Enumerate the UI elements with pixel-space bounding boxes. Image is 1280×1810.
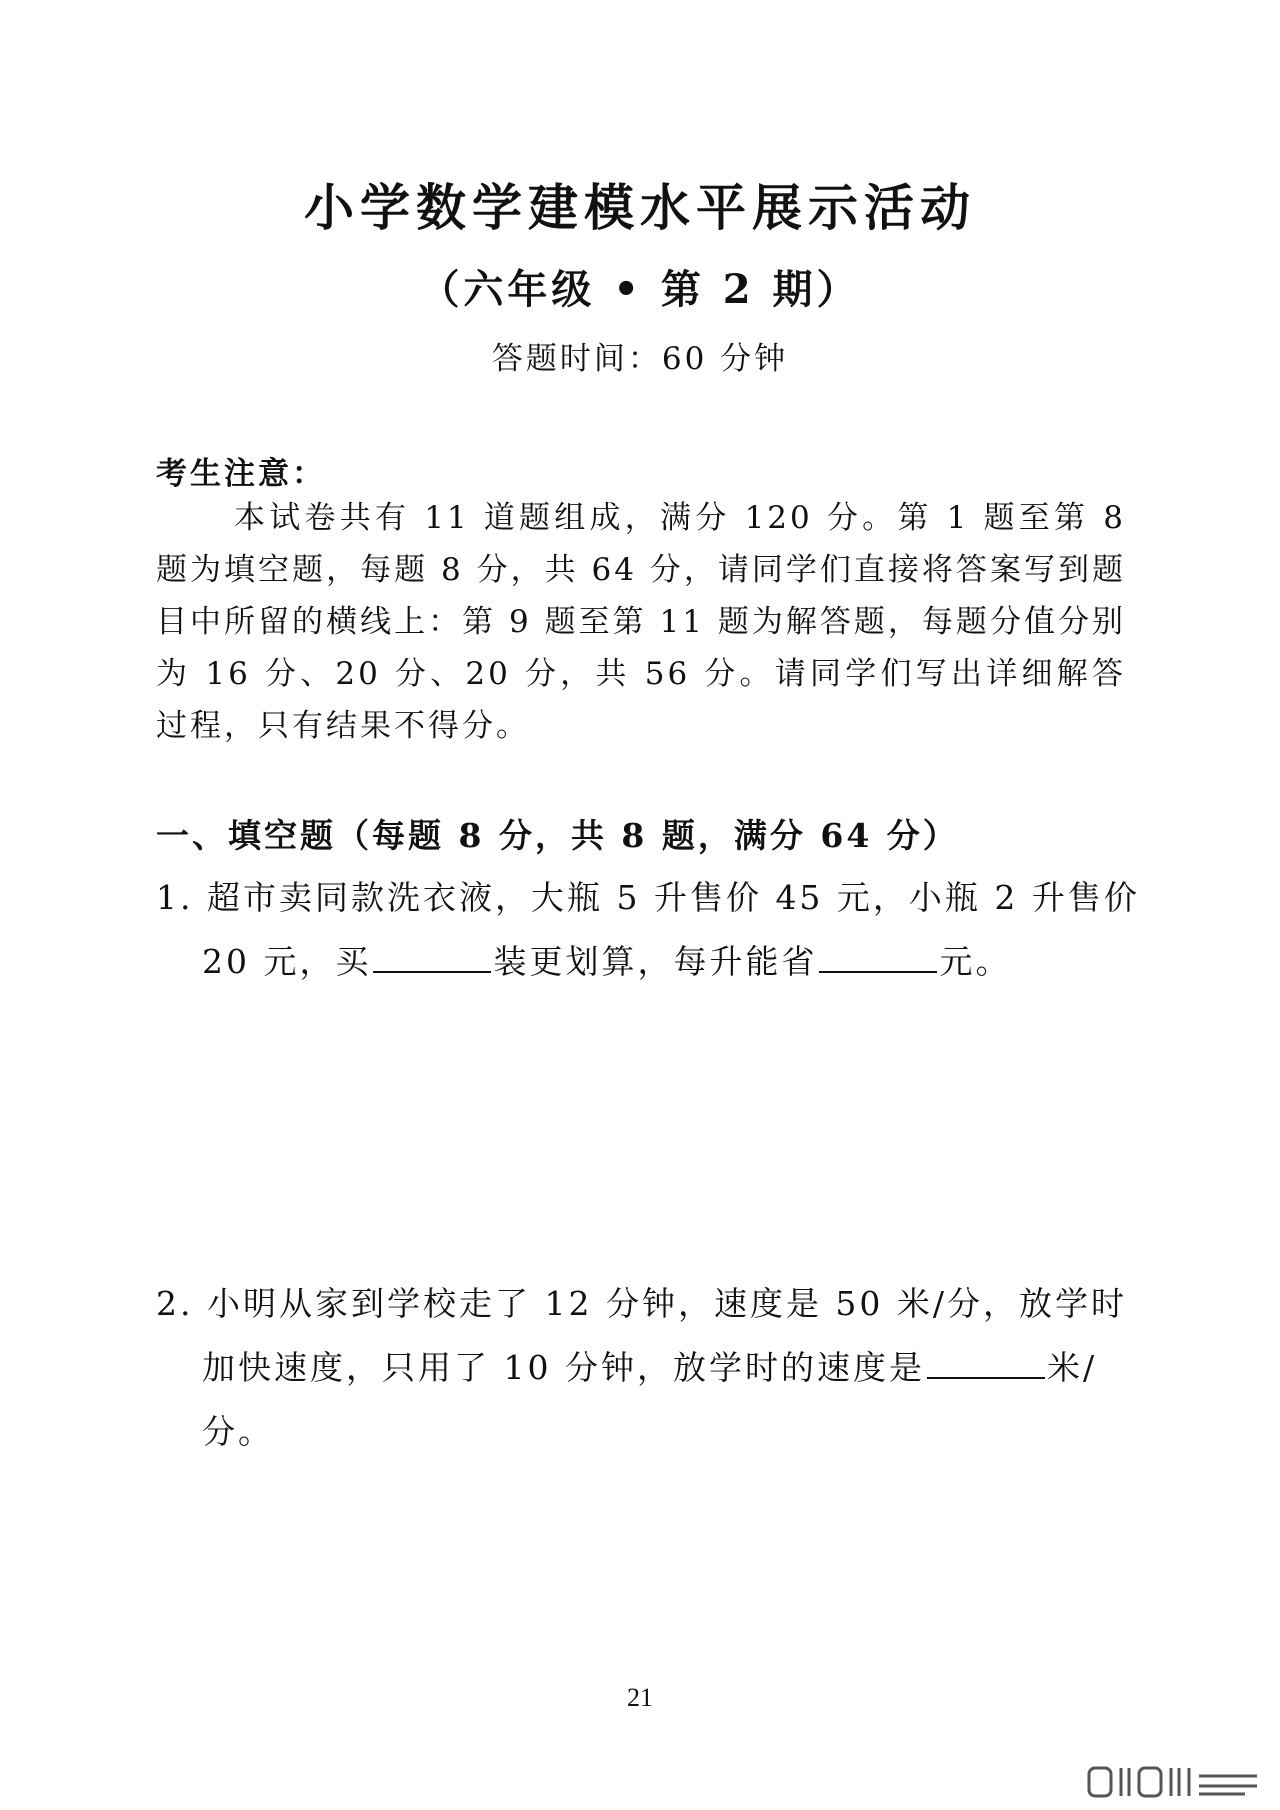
section-heading: 一、填空题（每题 8 分，共 8 题，满分 64 分） xyxy=(156,816,959,855)
question-2-line-2 xyxy=(156,1336,1131,1400)
question-2-text-a: 加快速度，只用了 10 分钟，放学时的速度是 xyxy=(202,1348,925,1387)
question-1-text-b: 装更划算，每升能省 xyxy=(493,942,818,981)
page-title: 小学数学建模水平展示活动 xyxy=(304,178,976,237)
question-1-text-a: 20 元，买 xyxy=(202,942,372,981)
answer-blank-2[interactable] xyxy=(927,1349,1045,1379)
watermark-graphic xyxy=(1085,1762,1265,1802)
question-1-line-1: 1. 超市卖同款洗衣液，大瓶 5 升售价 45 元，小瓶 2 升售价 xyxy=(156,878,1140,917)
page-number: 21 xyxy=(627,1683,653,1712)
question-2-text-b: 米/ xyxy=(1046,1348,1098,1387)
exam-duration: 答题时间：60 分钟 xyxy=(491,341,789,377)
question-2-line-3: 分。 xyxy=(202,1412,274,1451)
question-1-line-2 xyxy=(156,930,1131,994)
question-2 xyxy=(156,1272,1131,1464)
question-2-line-1: 2. 小明从家到学校走了 12 分钟，速度是 50 米/分，放学时 xyxy=(156,1284,1128,1323)
answer-blank-1a[interactable] xyxy=(373,943,491,973)
scroll-logo-icon xyxy=(1085,1762,1265,1802)
page-subtitle: （六年级 • 第 2 期） xyxy=(419,266,861,313)
notice-body: 本试卷共有 11 道题组成，满分 120 分。第 1 题至第 8 题为填空题，每题 8 分，共 64 分，请同学们直接将答案写到题目中所留的横线上：第 9 题至第 11 题为解答题，每题分值分别为 16 分、20 分、20 分，共 56 分。请同学们写出详细解答过程，只有结果不得分。 xyxy=(156,500,1126,744)
question-1-text-c: 元。 xyxy=(939,942,1012,981)
question-1 xyxy=(156,866,1140,994)
notice-title: 考生注意： xyxy=(156,456,326,492)
answer-blank-1b[interactable] xyxy=(819,943,937,973)
